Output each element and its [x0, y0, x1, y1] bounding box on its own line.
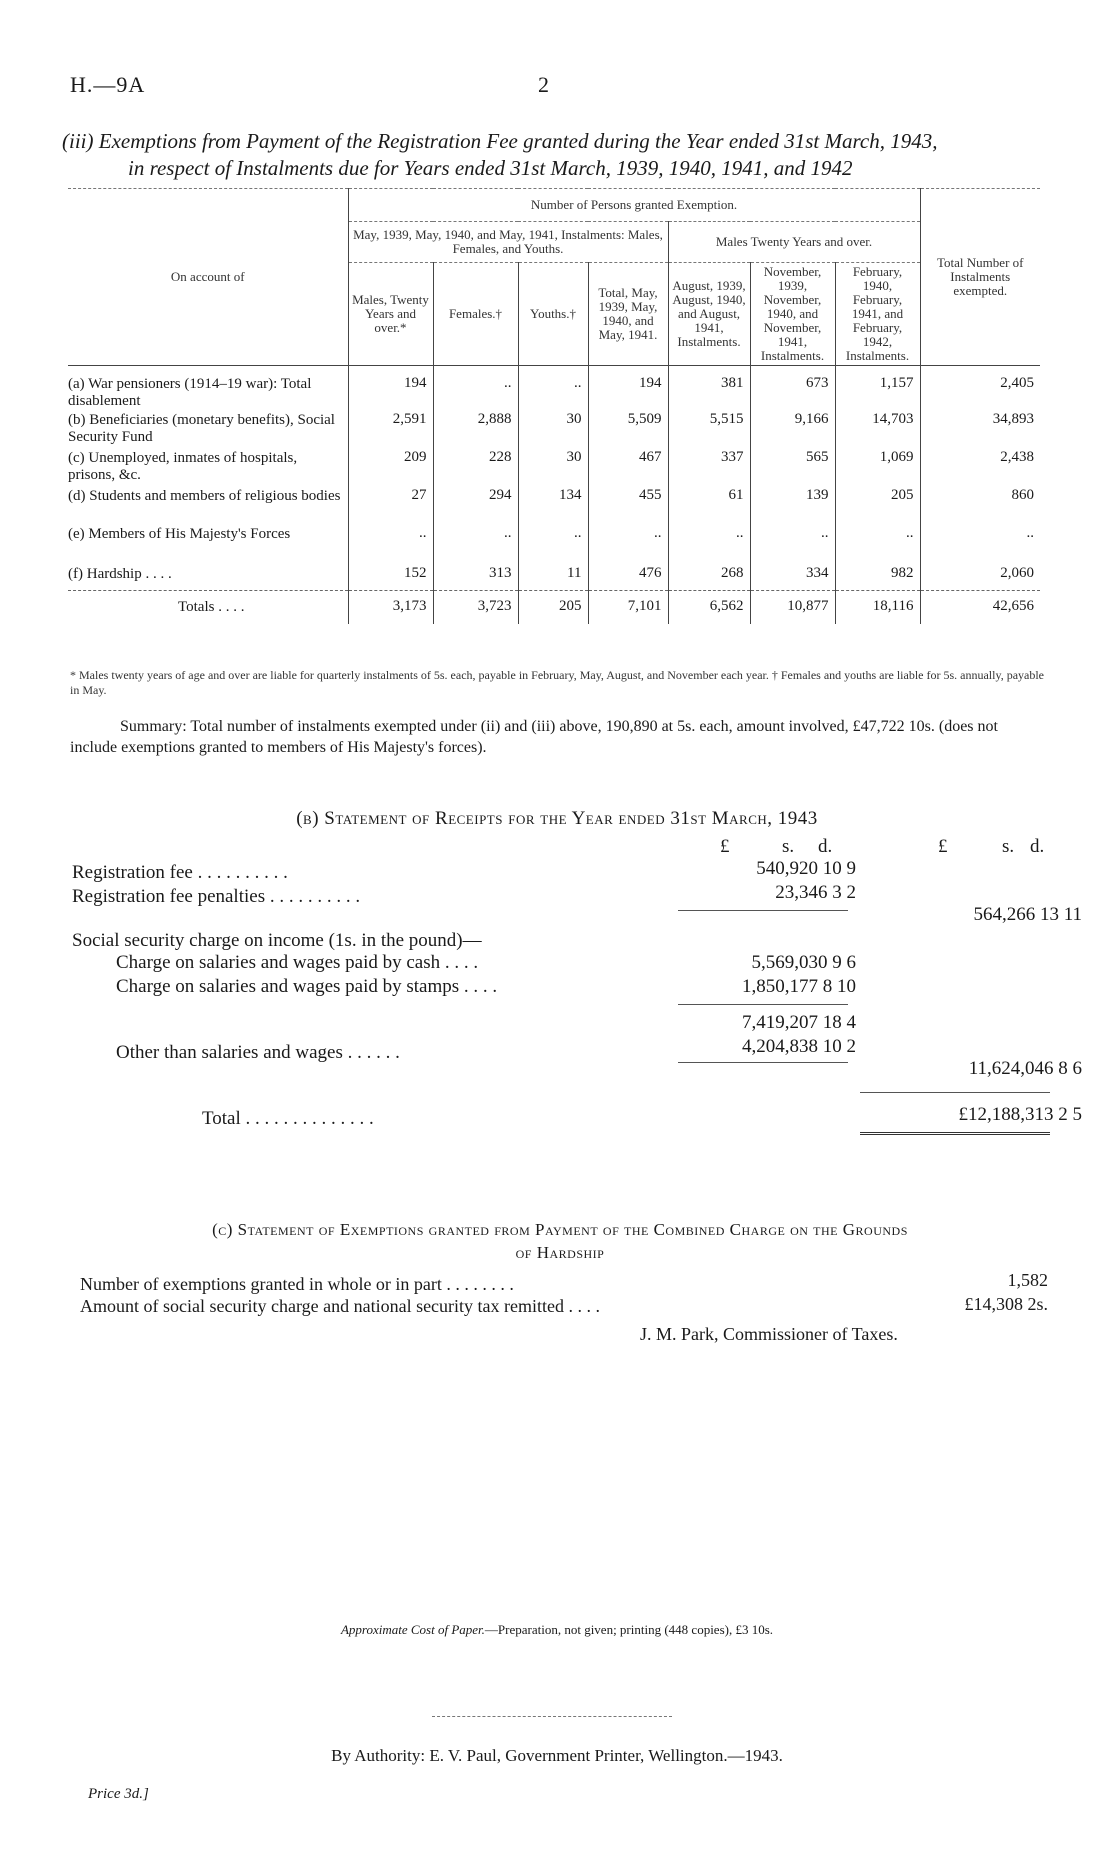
registration-subtotal: 564,266 13 11 [973, 904, 1082, 925]
amount-remitted-value: £14,308 2s. [964, 1294, 1048, 1314]
table-row [68, 524, 1040, 560]
row-label: (b) Beneficiaries (monetary benefits), Social Security Fund [68, 412, 335, 445]
signature: J. M. Park, Commissioner of Taxes. [640, 1324, 898, 1344]
cell: 565 [750, 448, 835, 486]
cost-label: Approximate Cost of Paper. [340, 1622, 485, 1637]
col-females: Females.† [433, 263, 518, 366]
col-males: Males, Twenty Years and over.* [348, 263, 433, 366]
cell: .. [433, 366, 518, 411]
divider [678, 910, 848, 911]
cell: 2,438 [920, 448, 1040, 486]
table-row [68, 366, 1040, 411]
cell: 3,173 [348, 590, 433, 624]
table-row [68, 486, 1040, 524]
registration-penalties-label: Registration fee penalties . . . . . . . . . . [72, 886, 361, 907]
cell: 9,166 [750, 410, 835, 448]
cell: 6,562 [668, 590, 750, 624]
row-label: (e) Members of His Majesty's Forces [68, 526, 291, 542]
table-row [68, 448, 1040, 486]
cell: 334 [750, 560, 835, 590]
cell: .. [668, 524, 750, 560]
other-than-salaries-label: Other than salaries and wages . . . . . . [116, 1042, 400, 1063]
col-august: August, 1939, August, 1940, and August, 1941, Instalments. [668, 263, 750, 366]
header-group-may: May, 1939, May, 1940, and May, 1941, Instalments: Males, Females, and Youths. [348, 222, 668, 263]
header-group-males: Males Twenty Years and over. [668, 222, 920, 263]
cell: 860 [920, 486, 1040, 524]
table-row [68, 560, 1040, 590]
header-on-account: On account of [68, 189, 348, 366]
other-than-salaries-amount: 4,204,838 10 2 [742, 1036, 856, 1057]
section-iii-title [62, 128, 1052, 182]
cash-label: Charge on salaries and wages paid by cash . . . . [116, 952, 479, 973]
amount-remitted-label: Amount of social security charge and national security tax remitted . . . . [80, 1296, 601, 1316]
cell: 476 [588, 560, 668, 590]
cell: 228 [433, 448, 518, 486]
registration-fee-amount: 540,920 10 9 [756, 858, 856, 879]
hardship-exemptions-title [70, 1218, 1050, 1264]
cell: 152 [348, 560, 433, 590]
col-november: November, 1939, November, 1940, and November, 1941, Instalments. [750, 263, 835, 366]
cell: .. [518, 366, 588, 411]
row-label: (a) War pensioners (1914–19 war): Total disablement [68, 376, 312, 409]
cash-amount: 5,569,030 9 6 [751, 952, 856, 973]
col-head-d-2: d. [1030, 836, 1045, 857]
document-reference: H.—9A [70, 72, 146, 97]
cell: 139 [750, 486, 835, 524]
table-footnote: * Males twenty years of age and over are liable for quarterly instalments of 5s. each, payable in February, May, August, and November each year. † Females and youths are liable for 5s. annually, payable in May. [70, 668, 1045, 697]
cell: 2,888 [433, 410, 518, 448]
cell: 5,515 [668, 410, 750, 448]
cell: 134 [518, 486, 588, 524]
header-total-instalments: Total Number of Instalments exempted. [920, 189, 1040, 366]
row-label: (c) Unemployed, inmates of hospitals, prisons, &c. [68, 450, 298, 483]
col-head-pound-2: £ [938, 836, 948, 857]
stamps-amount: 1,850,177 8 10 [742, 976, 856, 997]
totals-row [68, 590, 1040, 624]
double-underline [860, 1132, 1050, 1135]
cell: 7,101 [588, 590, 668, 624]
cell: 294 [433, 486, 518, 524]
cell: 673 [750, 366, 835, 411]
cell: 205 [835, 486, 920, 524]
total-amount: £12,188,313 2 5 [958, 1104, 1082, 1125]
social-security-subtotal: 11,624,046 8 6 [968, 1058, 1082, 1079]
cell: 381 [668, 366, 750, 411]
cell: 209 [348, 448, 433, 486]
divider [860, 1092, 1050, 1093]
cell: 2,060 [920, 560, 1040, 590]
registration-penalties-amount: 23,346 3 2 [775, 882, 856, 903]
col-head-pound-1: £ [720, 836, 730, 857]
cell: .. [750, 524, 835, 560]
cell: 10,877 [750, 590, 835, 624]
cell: 30 [518, 410, 588, 448]
col-youths: Youths.† [518, 263, 588, 366]
cell: .. [433, 524, 518, 560]
hardship-title-line1: (c) Statement of Exemptions granted from Payment of the Combined Charge on the Grounds [212, 1220, 908, 1239]
price: Price 3d.] [88, 1786, 149, 1802]
cell: .. [588, 524, 668, 560]
cell: 61 [668, 486, 750, 524]
exemptions-number-label: Number of exemptions granted in whole or in part . . . . . . . . [80, 1274, 514, 1294]
cell: 205 [518, 590, 588, 624]
cell: 982 [835, 560, 920, 590]
cell: .. [348, 524, 433, 560]
cell: 337 [668, 448, 750, 486]
cell: 455 [588, 486, 668, 524]
cell: 5,509 [588, 410, 668, 448]
col-february: February, 1940, February, 1941, and February, 1942, Instalments. [835, 263, 920, 366]
cell: 467 [588, 448, 668, 486]
exemptions-number-value: 1,582 [1007, 1270, 1048, 1290]
col-head-d-1: d. [818, 836, 833, 857]
cell: 1,157 [835, 366, 920, 411]
row-label: (f) Hardship . . . . [68, 566, 172, 582]
cell: 14,703 [835, 410, 920, 448]
col-head-s-2: s. [1002, 836, 1015, 857]
cell: 1,069 [835, 448, 920, 486]
cell: 313 [433, 560, 518, 590]
cell: 268 [668, 560, 750, 590]
printer-authority: By Authority: E. V. Paul, Government Printer, Wellington.—1943. [331, 1746, 783, 1765]
hardship-title-line2: of Hardship [515, 1243, 605, 1262]
cell: 27 [348, 486, 433, 524]
cell: 18,116 [835, 590, 920, 624]
social-security-heading: Social security charge on income (1s. in the pound)— [72, 930, 482, 951]
page-number: 2 [538, 72, 549, 97]
stamps-label: Charge on salaries and wages paid by stamps . . . . [116, 976, 498, 997]
cell: 30 [518, 448, 588, 486]
section-iii-title-line1: (iii) Exemptions from Payment of the Registration Fee granted during the Year ended 31st March, 1943, [62, 129, 938, 153]
summary-paragraph: Summary: Total number of instalments exempted under (ii) and (iii) above, 190,890 at 5s. each, amount involved, £47,722 10s. (does not include exemptions granted to members of His Majesty's forces). [70, 718, 998, 756]
cell: 11 [518, 560, 588, 590]
totals-label: Totals . . . . [68, 590, 348, 624]
row-label: (d) Students and members of religious bodies [68, 488, 341, 504]
page-header [0, 72, 1114, 102]
col-total-may: Total, May, 1939, May, 1940, and May, 1941. [588, 263, 668, 366]
cost-text: —Preparation, not given; printing (448 copies), £3 10s. [484, 1622, 774, 1637]
cell: 3,723 [433, 590, 518, 624]
total-label: Total . . . . . . . . . . . . . . [202, 1108, 374, 1129]
cell: 34,893 [920, 410, 1040, 448]
cell: 2,405 [920, 366, 1040, 411]
table-row [68, 410, 1040, 448]
receipts-title: (b) Statement of Receipts for the Year ended 31st March, 1943 [296, 808, 818, 829]
cost-of-paper [0, 1622, 1114, 1638]
cell: .. [920, 524, 1040, 560]
cell: .. [835, 524, 920, 560]
cell: 2,591 [348, 410, 433, 448]
cell: 42,656 [920, 590, 1040, 624]
cell: .. [518, 524, 588, 560]
salaries-sum: 7,419,207 18 4 [742, 1012, 856, 1033]
cell: 194 [348, 366, 433, 411]
registration-fee-label: Registration fee . . . . . . . . . . [72, 862, 288, 883]
col-head-s-1: s. [782, 836, 795, 857]
divider [678, 1004, 848, 1005]
divider [432, 1716, 672, 1717]
header-number-of-persons: Number of Persons granted Exemption. [348, 189, 920, 222]
cell: 194 [588, 366, 668, 411]
section-iii-title-line2: in respect of Instalments due for Years ended 31st March, 1939, 1940, 1941, and 1942 [128, 156, 853, 180]
exemptions-table [68, 188, 1040, 624]
divider [678, 1062, 848, 1063]
